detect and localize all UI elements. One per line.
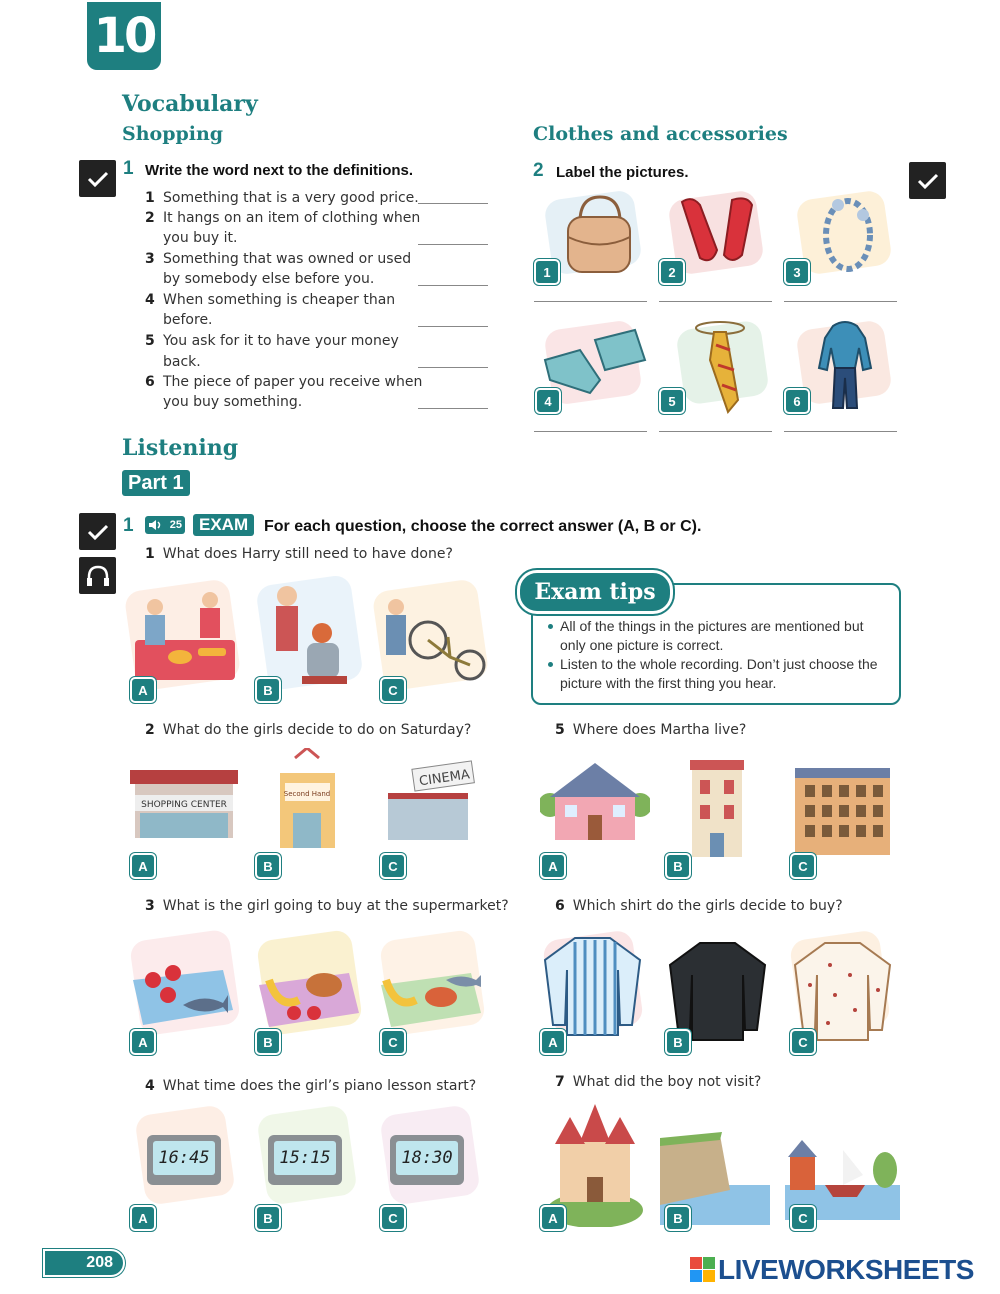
- check-icon: [87, 170, 109, 188]
- check-button[interactable]: [909, 162, 946, 199]
- bananas-bread-picture[interactable]: [254, 935, 364, 1035]
- answer-field[interactable]: [534, 431, 647, 432]
- option-a[interactable]: A: [130, 853, 156, 879]
- haircut-picture[interactable]: [262, 578, 362, 693]
- answer-field[interactable]: [418, 285, 488, 286]
- option-a[interactable]: A: [130, 1205, 156, 1231]
- option-a[interactable]: A: [540, 1205, 566, 1231]
- tip-item: All of the things in the pictures are mentioned but only one picture is correct.: [546, 617, 886, 655]
- check-button[interactable]: [79, 160, 116, 197]
- striped-shirt-picture[interactable]: [540, 930, 645, 1040]
- check-icon: [87, 523, 109, 541]
- question: 2 What do the girls decide to do on Saturday?: [145, 722, 472, 738]
- alarm-clock[interactable]: 16:45: [147, 1135, 221, 1185]
- exercise-instruction: For each question, choose the correct answer (A, B or C).: [264, 518, 702, 535]
- cinema-sign: CINEMA: [418, 767, 471, 790]
- bag-picture: [560, 192, 640, 277]
- exercise-number: 1: [123, 158, 134, 179]
- option-a[interactable]: A: [540, 1029, 566, 1055]
- definitions-list: 1 Something that is a very good price. 2 It hangs on an item of clothing when you buy it. 3 Something that was owned or used by somebody else before you. 4 When something is cheaper than before. 5 You ask for it to have your money back. 6 The piece of paper you receive when you buy something.: [145, 190, 423, 410]
- question: 5 Where does Martha live?: [555, 722, 747, 738]
- option-c[interactable]: C: [380, 853, 406, 879]
- question: 4 What time does the girl’s piano lesson start?: [145, 1078, 477, 1094]
- alarm-clock[interactable]: 18:30: [390, 1135, 464, 1185]
- tip-item: Listen to the whole recording. Don’t just choose the picture with the first thing you hear.: [546, 655, 886, 693]
- option-b[interactable]: B: [665, 1029, 691, 1055]
- tomatoes-fish-picture[interactable]: [128, 935, 238, 1035]
- audio-track: 25: [145, 516, 185, 534]
- question: 3 What is the girl going to buy at the supermarket?: [145, 898, 509, 914]
- cottage-picture[interactable]: [540, 755, 650, 855]
- apartment-block-picture[interactable]: [790, 760, 900, 860]
- brand-logo-icon: [690, 1257, 716, 1283]
- cinema-picture[interactable]: [378, 755, 488, 855]
- exam-tips-list: [546, 617, 886, 693]
- picture-label: 1: [534, 259, 560, 285]
- exam-badge: EXAM: [193, 514, 254, 536]
- tie-picture: [690, 320, 750, 415]
- answer-field[interactable]: [659, 301, 772, 302]
- alarm-clock[interactable]: 15:15: [268, 1135, 342, 1185]
- page-number: 208: [43, 1249, 125, 1277]
- answer-field[interactable]: [784, 301, 897, 302]
- option-b[interactable]: B: [255, 1029, 281, 1055]
- unit-number: 10: [87, 2, 161, 70]
- answer-field[interactable]: [784, 431, 897, 432]
- option-b[interactable]: B: [255, 1205, 281, 1231]
- answer-field[interactable]: [418, 244, 488, 245]
- bananas-fish-picture[interactable]: [376, 935, 486, 1035]
- part-label: Part 1: [122, 470, 190, 496]
- option-a[interactable]: A: [130, 1029, 156, 1055]
- picture-label: 6: [784, 388, 810, 414]
- answer-field[interactable]: [534, 301, 647, 302]
- audio-button[interactable]: [79, 557, 116, 594]
- question: 1 What does Harry still need to have done?: [145, 546, 453, 562]
- exercise-number: 2: [533, 160, 544, 181]
- answer-field[interactable]: [418, 367, 488, 368]
- headphones-icon: [85, 565, 111, 587]
- option-b[interactable]: B: [255, 853, 281, 879]
- question: 6 Which shirt do the girls decide to buy?: [555, 898, 843, 914]
- brand-logo: LIVEWORKSHEETS: [690, 1254, 974, 1286]
- exercise-instruction: Write the word next to the definitions.: [145, 162, 414, 179]
- answer-field[interactable]: [418, 326, 488, 327]
- option-c[interactable]: C: [790, 1029, 816, 1055]
- option-c[interactable]: C: [790, 1205, 816, 1231]
- answer-field[interactable]: [659, 431, 772, 432]
- picture-label: 3: [784, 259, 810, 285]
- option-c[interactable]: C: [790, 853, 816, 879]
- exam-tips-title: Exam tips: [517, 570, 673, 614]
- tracksuit-picture: [815, 318, 875, 413]
- clothes-heading: Clothes and accessories: [533, 123, 788, 145]
- option-c[interactable]: C: [380, 1205, 406, 1231]
- exercise-number: 1: [123, 515, 134, 536]
- second-hand-sign: Second Hand: [283, 790, 331, 798]
- vocabulary-heading: Vocabulary: [122, 91, 258, 117]
- option-c[interactable]: C: [380, 677, 406, 703]
- option-b[interactable]: B: [665, 1205, 691, 1231]
- option-a[interactable]: A: [540, 853, 566, 879]
- shoes-picture: [672, 190, 762, 270]
- option-b[interactable]: B: [255, 677, 281, 703]
- bracelet-picture: [808, 195, 888, 275]
- check-icon: [917, 172, 939, 190]
- picture-label: 5: [659, 388, 685, 414]
- listening-heading: Listening: [122, 435, 239, 461]
- answer-field[interactable]: [418, 203, 488, 204]
- question: 7 What did the boy not visit?: [555, 1074, 762, 1090]
- shopping-center-sign: SHOPPING CENTER: [141, 800, 227, 810]
- narrow-house-picture[interactable]: [680, 755, 760, 860]
- option-a[interactable]: A: [130, 677, 156, 703]
- shopping-heading: Shopping: [122, 123, 224, 145]
- option-c[interactable]: C: [380, 1029, 406, 1055]
- picture-label: 4: [535, 388, 561, 414]
- exercise-instruction: Label the pictures.: [556, 164, 689, 181]
- picture-label: 2: [659, 259, 685, 285]
- answer-field[interactable]: [418, 408, 488, 409]
- option-b[interactable]: B: [665, 853, 691, 879]
- second-hand-shop-picture[interactable]: [255, 748, 360, 856]
- check-button[interactable]: [79, 513, 116, 550]
- speaker-icon: [148, 519, 164, 531]
- shopping-center-picture[interactable]: [125, 755, 240, 855]
